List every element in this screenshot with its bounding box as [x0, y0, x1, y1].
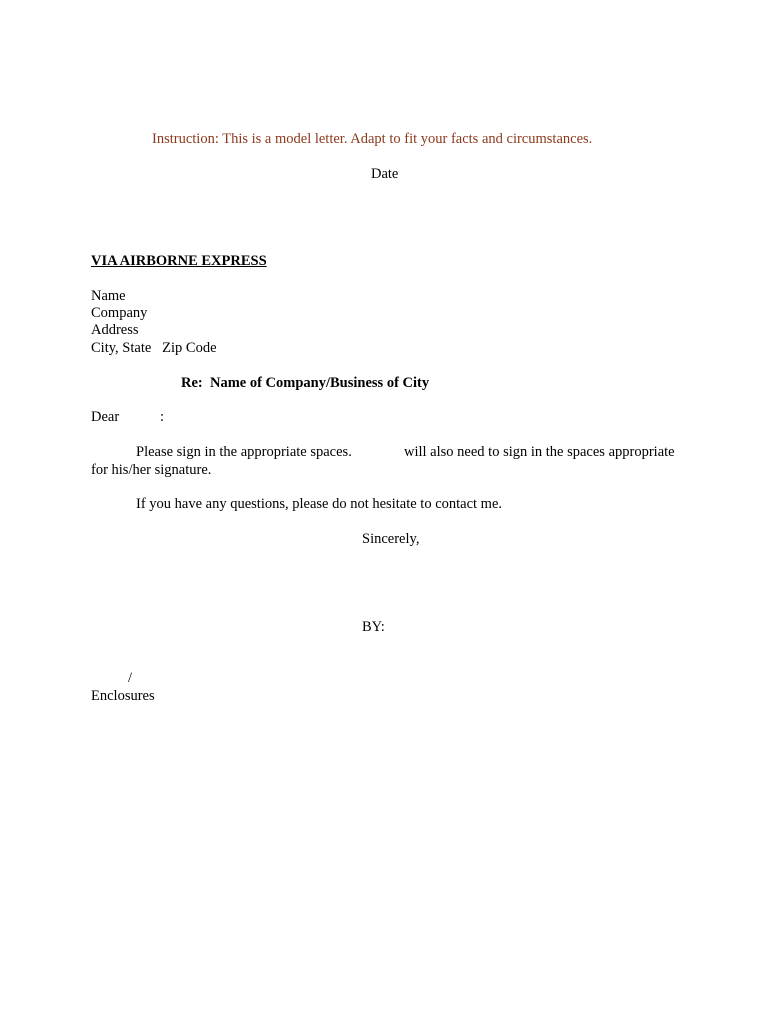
re-line: Re: Name of Company/Business of City: [181, 375, 430, 391]
body-paragraph-1-part-1: Please sign in the appropriate spaces.: [136, 444, 352, 460]
instruction-note: Instruction: This is a model letter. Adapt to fit your facts and circumstances.: [152, 131, 593, 147]
signature-by-label: BY:: [362, 619, 385, 635]
recipient-street-address: Address: [91, 322, 139, 338]
typist-initials-slash: /: [128, 670, 133, 686]
body-paragraph-2: If you have any questions, please do not hesitate to contact me.: [136, 496, 503, 512]
enclosures-label: Enclosures: [91, 688, 155, 704]
letter-date: Date: [371, 166, 399, 182]
recipient-city-state-zip: City, State Zip Code: [91, 340, 217, 356]
recipient-name: Name: [91, 288, 126, 304]
body-paragraph-1-line-2: for his/her signature.: [91, 462, 212, 478]
recipient-company: Company: [91, 305, 148, 321]
delivery-method: VIA AIRBORNE EXPRESS: [91, 253, 267, 269]
salutation-colon: :: [160, 409, 165, 425]
salutation-dear: Dear: [91, 409, 120, 425]
closing-sincerely: Sincerely,: [362, 531, 420, 547]
body-paragraph-1-part-2: will also need to sign in the spaces appropriate: [404, 444, 675, 460]
